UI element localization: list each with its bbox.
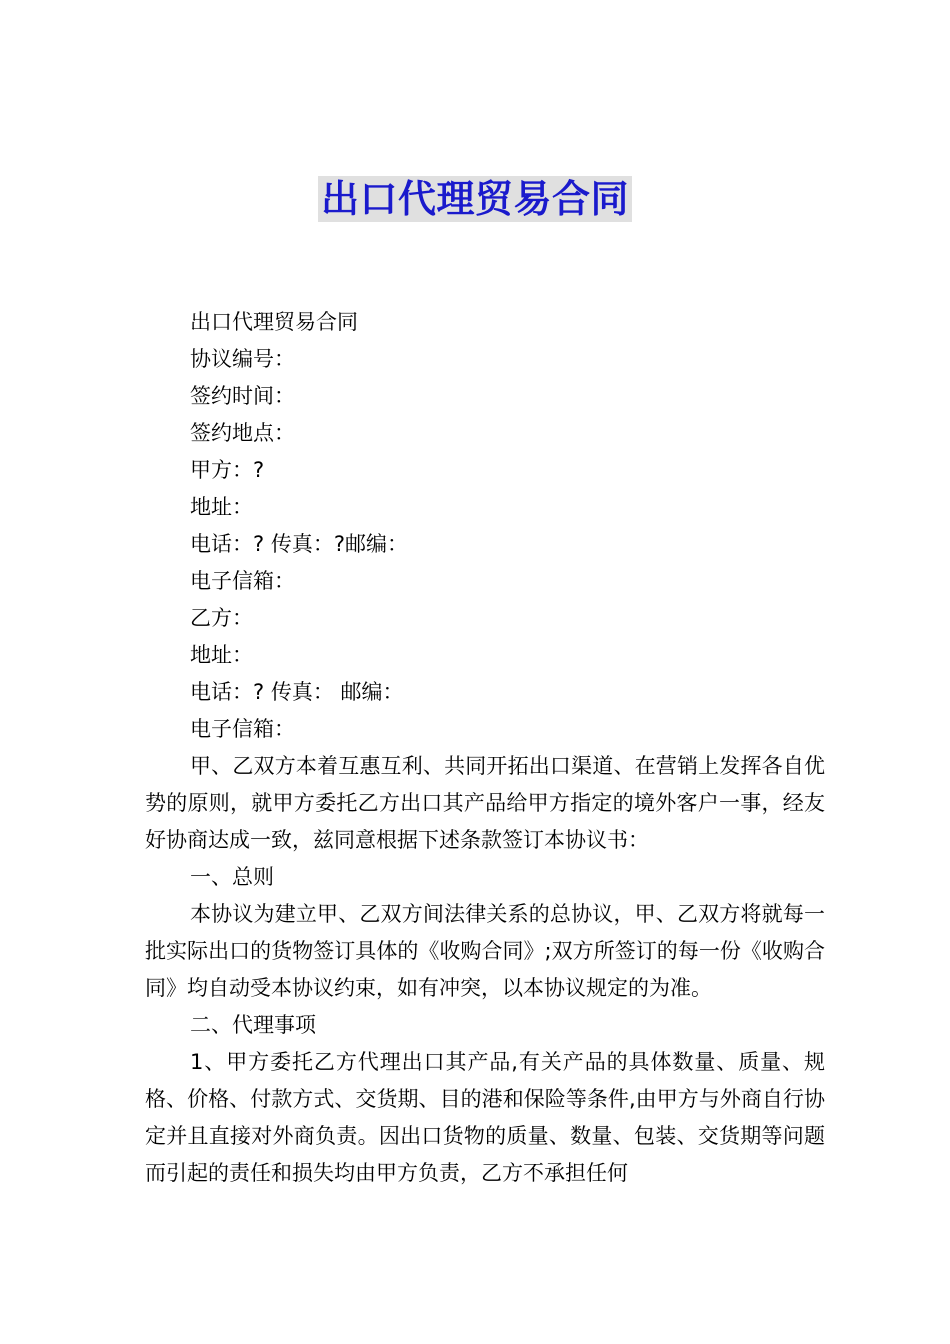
header-line-party-a-email: 电子信箱：	[190, 569, 295, 593]
document-title-text: 出口代理贸易合同	[318, 176, 632, 222]
header-line-party-b-email: 电子信箱：	[190, 717, 295, 741]
header-line-party-b: 乙方：	[190, 606, 253, 630]
document-body	[145, 304, 825, 1192]
header-line-party-b-address: 地址：	[190, 643, 253, 667]
section-general-paragraph: 本协议为建立甲、乙双方间法律关系的总协议，甲、乙双方将就每一批实际出口的货物签订具体的《收购合同》;双方所签订的每一份《收购合同》均自动受本协议约束，如有冲突，以本协议规定的为准。	[145, 902, 825, 1000]
preamble-paragraph: 甲、乙双方本着互惠互利、共同开拓出口渠道、在营销上发挥各自优势的原则，就甲方委托乙方出口其产品给甲方指定的境外客户一事，经友好协商达成一致，兹同意根据下述条款签订本协议书：	[145, 754, 825, 852]
section-heading-general: 一、总则	[190, 865, 274, 889]
header-line-agreement-number: 协议编号：	[190, 347, 295, 371]
header-line-signing-time: 签约时间：	[190, 384, 295, 408]
header-line-party-a-address: 地址：	[190, 495, 253, 519]
document-title	[0, 176, 950, 222]
header-line-party-a-contact: 电话：? 传真：?邮编：	[190, 532, 408, 556]
section-heading-agency: 二、代理事项	[190, 1013, 316, 1037]
header-line-contract-name: 出口代理贸易合同	[190, 310, 358, 334]
header-line-signing-place: 签约地点：	[190, 421, 295, 445]
header-line-party-b-contact: 电话：? 传真： 邮编：	[190, 680, 404, 704]
header-line-party-a: 甲方：?	[190, 458, 265, 482]
section-agency-item-1: 1、甲方委托乙方代理出口其产品,有关产品的具体数量、质量、规格、价格、付款方式、交货期、目的港和保险等条件,由甲方与外商自行协定并且直接对外商负责。因出口货物的质量、数量、包装、交货期等问题而引起的责任和损失均由甲方负责，乙方不承担任何	[145, 1050, 825, 1185]
